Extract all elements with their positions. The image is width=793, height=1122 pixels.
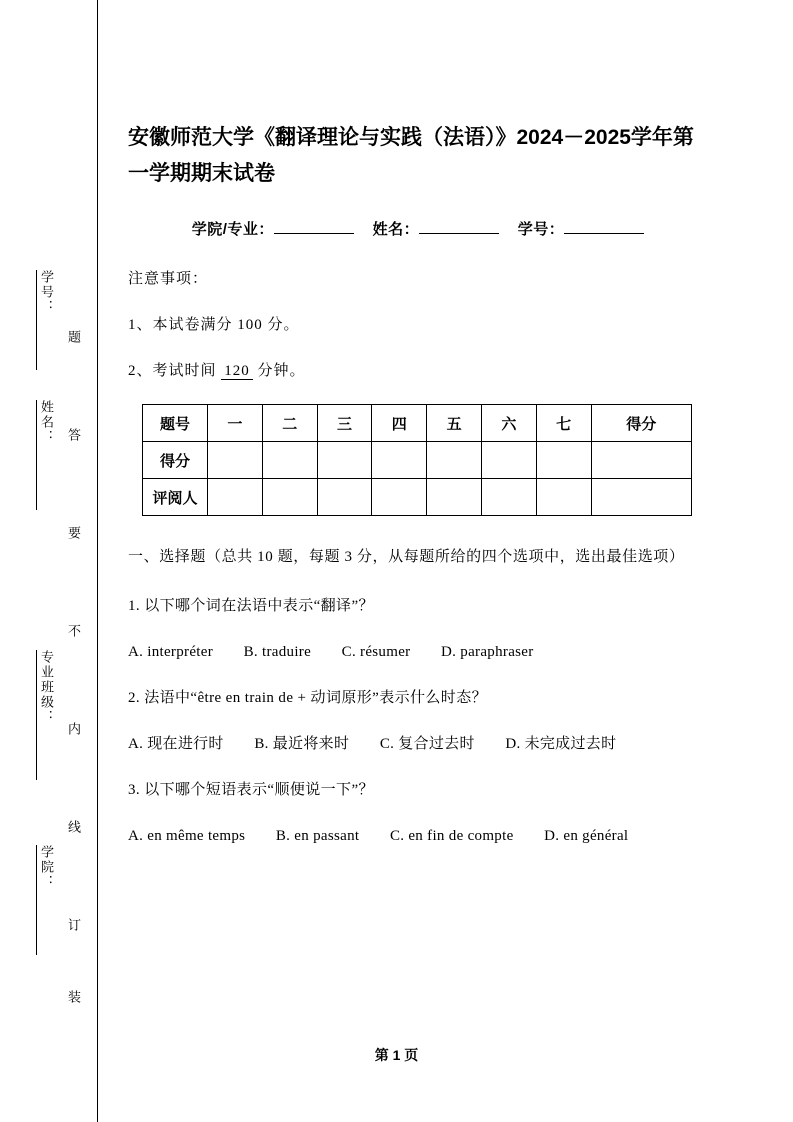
notice-item-1: 1、本试卷满分 100 分。 — [128, 317, 300, 333]
reviewer-cell[interactable] — [262, 479, 317, 516]
score-table-col-1: 二 — [262, 405, 317, 442]
score-table-row-label-0: 题号 — [143, 405, 208, 442]
score-table-col-6: 七 — [536, 405, 591, 442]
page-title: 安徽师范大学《翻译理论与实践（法语）》2024－2025学年第一学期期末试卷 — [128, 126, 694, 185]
question-3-text: 3. 以下哪个短语表示“顺便说一下”？ — [128, 782, 374, 798]
table-row-reviewer — [143, 479, 692, 516]
score-table-col-0: 一 — [208, 405, 263, 442]
name-label: 姓名： — [372, 221, 420, 238]
student-id-label: 学号： — [517, 221, 565, 238]
score-table — [142, 404, 692, 516]
question-3-options: A. en même temps B. en passant C. en fin de compte D. en général — [128, 828, 629, 844]
page-footer: 第 1 页 — [374, 1047, 419, 1063]
score-cell[interactable] — [481, 442, 536, 479]
reviewer-cell[interactable] — [591, 479, 691, 516]
seal-char-6: 订 — [66, 918, 81, 933]
section-1-title: 一、选择题（总共 10 题，每题 3 分，从每题所给的四个选项中，选出最佳选项） — [128, 549, 685, 565]
question-2-options: A. 现在进行时 B. 最近将来时 C. 复合过去时 D. 未完成过去时 — [128, 736, 617, 752]
exam-duration-value: 120 — [221, 363, 253, 380]
score-table-row-label-1: 得分 — [143, 442, 208, 479]
score-table-row-label-2: 评阅人 — [143, 479, 208, 516]
sidebar-field-college: 学院： — [36, 845, 56, 955]
score-table-col-5: 六 — [481, 405, 536, 442]
score-cell[interactable] — [317, 442, 372, 479]
notice-item-2 — [128, 359, 708, 380]
seal-char-4: 内 — [66, 722, 81, 737]
college-major-label: 学院/专业： — [191, 221, 274, 238]
student-id-blank[interactable] — [564, 233, 644, 234]
sidebar-field-name: 姓名： — [36, 400, 56, 510]
seal-char-5: 线 — [66, 820, 81, 835]
question-1-text: 1. 以下哪个词在法语中表示“翻译”？ — [128, 598, 374, 614]
seal-char-1: 答 — [66, 428, 81, 443]
notice-item-2-pre: 2、考试时间 — [128, 363, 217, 379]
score-cell[interactable] — [591, 442, 691, 479]
name-blank[interactable] — [419, 233, 499, 234]
score-cell[interactable] — [427, 442, 482, 479]
score-cell[interactable] — [208, 442, 263, 479]
reviewer-cell[interactable] — [317, 479, 372, 516]
seal-char-3: 不 — [66, 624, 81, 639]
sidebar-field-student-id: 学号： — [36, 270, 56, 370]
score-cell[interactable] — [372, 442, 427, 479]
score-cell[interactable] — [536, 442, 591, 479]
seal-char-7: 装 — [66, 990, 81, 1005]
question-1-options: A. interpréter B. traduire C. résumer D. paraphraser — [128, 644, 534, 660]
exam-paper — [128, 0, 708, 848]
reviewer-cell[interactable] — [536, 479, 591, 516]
reviewer-cell[interactable] — [427, 479, 482, 516]
question-2-text: 2. 法语中“être en train de + 动词原形”表示什么时态？ — [128, 690, 488, 706]
student-info-line — [128, 218, 708, 239]
score-table-col-2: 三 — [317, 405, 372, 442]
sidebar-field-class: 专业班级： — [36, 650, 56, 780]
college-major-blank[interactable] — [274, 233, 354, 234]
notice-heading: 注意事项： — [128, 271, 209, 287]
table-row-header — [143, 405, 692, 442]
table-row-score — [143, 442, 692, 479]
reviewer-cell[interactable] — [372, 479, 427, 516]
score-cell[interactable] — [262, 442, 317, 479]
score-table-col-4: 五 — [427, 405, 482, 442]
binding-line — [97, 0, 98, 1122]
score-table-col-7: 得分 — [591, 405, 691, 442]
reviewer-cell[interactable] — [208, 479, 263, 516]
seal-char-0: 题 — [66, 330, 81, 345]
notice-item-2-post: 分钟。 — [257, 363, 306, 379]
reviewer-cell[interactable] — [481, 479, 536, 516]
score-table-col-3: 四 — [372, 405, 427, 442]
seal-char-2: 要 — [66, 526, 81, 541]
